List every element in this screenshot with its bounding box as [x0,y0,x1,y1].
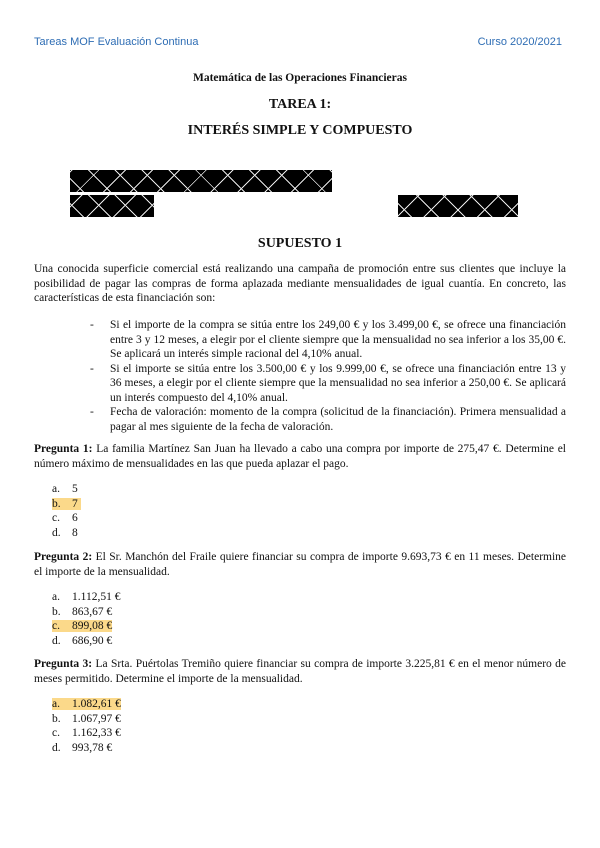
condition-text: Si el importe se sitúa entre los 3.500,00 € y los 9.999,00 €, se ofrece una financiación entre 13 y 36 meses, a elegir por el cliente siempre que la mensualidad no sea inferior a 250,00 €. Se aplicará un interés compuesto del 4,10% anual. [110,362,566,404]
condition-item [90,318,566,362]
question-label: Pregunta 3: [34,658,93,670]
bullet-marker: - [90,406,94,418]
task-title: TAREA 1: [268,97,332,112]
option-c[interactable]: c. 6 [52,512,78,524]
condition-item [90,362,566,406]
question-text: La familia Martínez San Juan ha llevado a cabo una compra por importe de 275,47 €. Determine el número máximo de mensualidades en las que pueda aplazar el pago. [34,443,566,470]
option-a[interactable]: a. 1.112,51 € [52,591,121,603]
option-b[interactable]: b. 1.067,97 € [52,712,121,725]
option-c[interactable]: c. 1.162,33 € [52,727,121,739]
question-label: Pregunta 1: [34,443,93,455]
redacted-student-id [70,195,154,217]
question-label: Pregunta 2: [34,551,93,563]
option-b[interactable]: b. 7 [52,497,81,512]
option-b[interactable]: b. 863,67 € [52,605,113,618]
condition-text: Si el importe de la compra se sitúa entre los 249,00 € y los 3.499,00 €, se ofrece una financiación entre 3 y 12 meses, a elegir por el cliente siempre que la mensualidad no sea inferior a los 35,00 €. Se aplicará un interés simple racional del 4,10% anual. [110,319,566,360]
question-2 [34,550,566,579]
question-3-options [52,697,121,755]
option-a[interactable]: a. 5 [52,483,78,495]
question-text: La Srta. Puértolas Tremiño quiere financiar su compra de importe 3.225,81 € en el menor número de meses permitido. Determine el importe de la mensualidad. [34,658,567,685]
option-d[interactable]: d. 8 [52,526,78,539]
question-1-options [52,482,81,540]
question-2-options [52,590,120,648]
conditions-list [90,318,566,434]
condition-text: Fecha de valoración: momento de la compra (solicitud de la financiación). Primera mensualidad a pagar al mes siguiente de la fecha de valoración. [110,406,566,433]
question-3 [34,657,566,686]
option-a[interactable]: a. 1.082,61 € [52,698,121,710]
condition-item [90,405,566,434]
bullet-marker: - [90,362,94,375]
supuesto-heading: SUPUESTO 1 [257,236,343,251]
option-c[interactable]: c. 899,08 € [52,620,113,632]
header-course-label: Tareas MOF Evaluación Continua [34,36,199,48]
question-1 [34,442,566,471]
question-text: El Sr. Manchón del Fraile quiere financiar su compra de importe 9.693,73 € en 11 meses. Determine el importe de la mensualidad. [34,551,567,578]
redacted-student-name [70,170,332,192]
header-year-label: Curso 2020/2021 [477,36,562,48]
supuesto-intro: Una conocida superficie comercial está realizando una campaña de promoción entre sus clientes que incluye la posibilidad de pagar las compras de forma aplazada mediante mensualidades de igual cuantía. En concreto, las características de esta financiación son: [34,263,566,304]
redacted-student-group [398,195,518,217]
topic-title: INTERÉS SIMPLE Y COMPUESTO [187,123,413,138]
option-d[interactable]: d. 993,78 € [52,741,113,754]
bullet-marker: - [90,319,94,331]
option-d[interactable]: d. 686,90 € [52,634,113,647]
subject-title: Matemática de las Operaciones Financieras [193,72,407,84]
